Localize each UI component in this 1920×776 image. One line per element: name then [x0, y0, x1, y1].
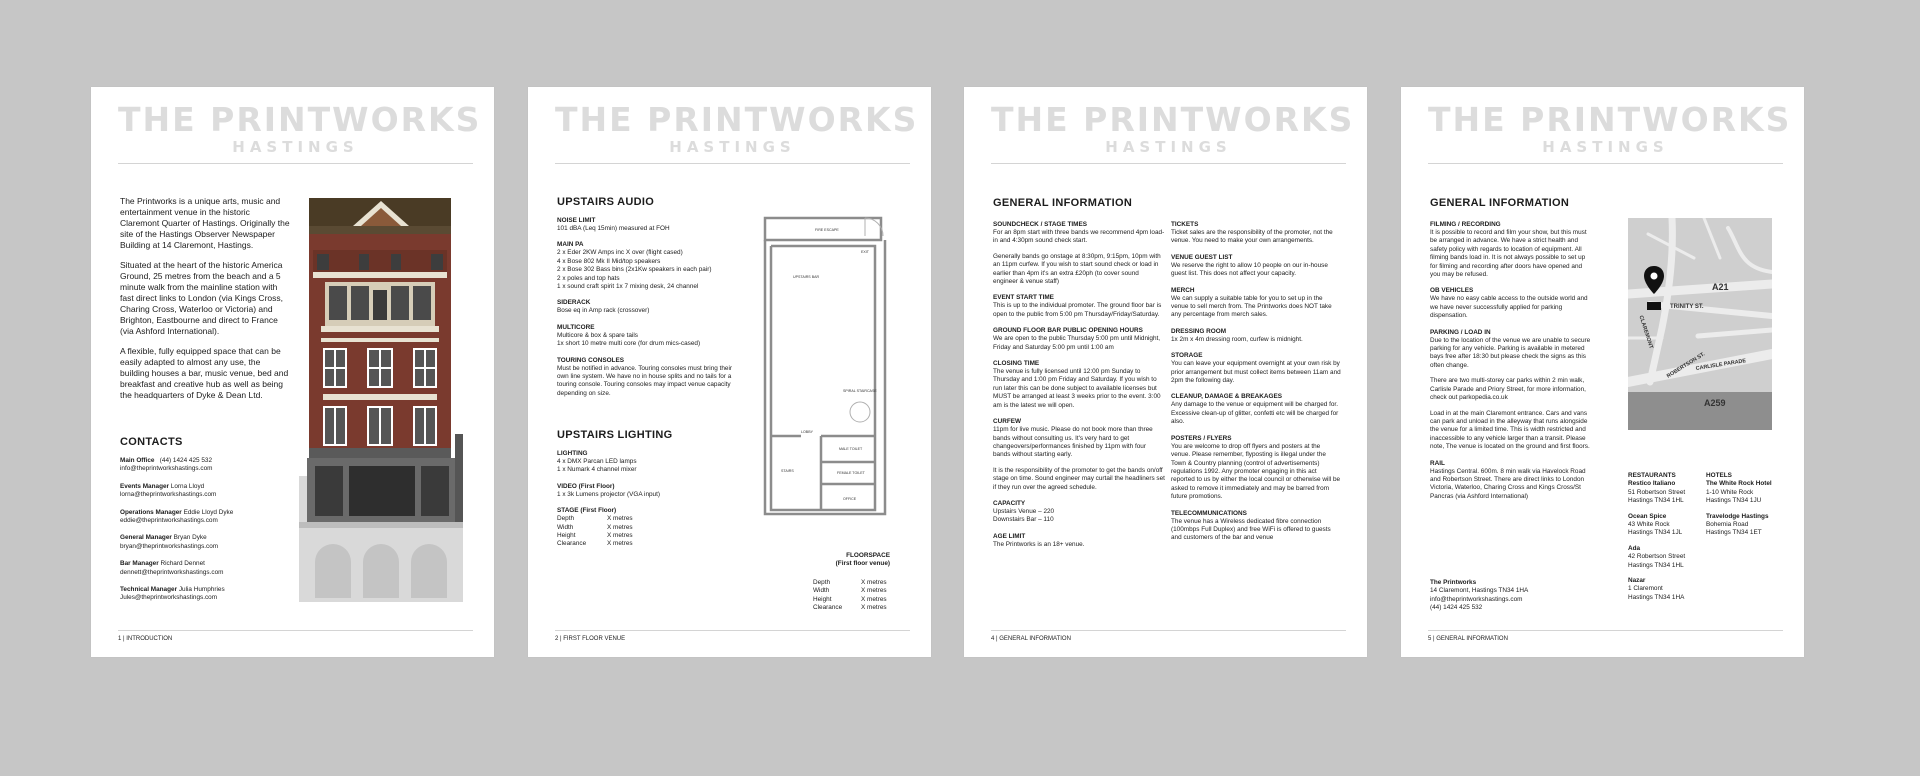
map-label-carlisle: CARLISLE PARADE	[1695, 358, 1747, 372]
contact-email[interactable]: bryan@theprintworkshastings.com	[120, 542, 219, 550]
info-block	[993, 359, 1165, 410]
masthead	[555, 100, 919, 156]
hotel-entry	[1706, 480, 1780, 505]
address-email[interactable]: info@theprintworkshastings.com	[1430, 595, 1523, 603]
top-divider	[555, 163, 910, 164]
contact-entry	[120, 560, 290, 577]
contacts-list	[120, 457, 290, 612]
info-text: You are welcome to drop off flyers and posters at the venue. Please remember, flyposting is illegal under the Town & Country planning (control of advertisements) regulations 1992. Any promoter engaging in this act reported to us by either the local council or otherwise will be asked to remove it immediately and may be barred from future promotions.	[1171, 442, 1341, 501]
hotel-address: Hastings TN34 1ET	[1706, 529, 1762, 537]
spec-line: 1 x Numark 4 channel mixer	[557, 466, 637, 474]
bottom-divider	[1428, 630, 1783, 631]
address-name: The Printworks	[1430, 579, 1477, 586]
floorspace-block	[750, 552, 890, 569]
info-block	[1171, 351, 1341, 385]
plan-label: SPIRAL STAIRCASE	[843, 389, 877, 393]
info-label: STORAGE	[1171, 352, 1203, 360]
restaurant-address: 51 Robertson Street	[1628, 488, 1686, 496]
floor-row	[813, 604, 903, 612]
info-label: CLOSING TIME	[993, 360, 1040, 368]
page-footer: 1 | INTRODUCTION	[118, 636, 173, 642]
stage-row	[557, 515, 732, 523]
masthead-title: THE PRINTWORKS	[555, 100, 919, 139]
info-column-left	[993, 213, 1165, 549]
plan-label: MALE TOILET	[839, 447, 863, 451]
spec-text: 101 dBA (Leq 15min) measured at FOH	[557, 225, 670, 232]
section-heading: GENERAL INFORMATION	[993, 197, 1133, 209]
masthead-subtitle: HASTINGS	[232, 138, 359, 156]
intro-text	[120, 196, 290, 410]
contact-name: Julia Humphries	[177, 586, 225, 594]
spec-line: 4 x Bose 802 Mk II Mid/top speakers	[557, 257, 661, 265]
row-label: Height	[813, 595, 832, 603]
page-footer: 4 | GENERAL INFORMATION	[991, 636, 1071, 642]
restaurant-name: Nazar	[1628, 577, 1646, 585]
stage-row	[557, 532, 732, 540]
contact-role: Main Office	[120, 457, 155, 464]
row-value: X metres	[861, 604, 887, 612]
spec-line: Multicore & box & spare tails	[557, 331, 638, 339]
plan-label: FIRE ESCAPE	[815, 228, 839, 232]
floor-row	[813, 587, 903, 595]
info-text: Load in at the main Claremont entrance. Cars and vans can park and unload in the alleyway that runs alongside the venue for a limited time. This is width restricted and inaccessible to any vehicle larger than a transit. Please note, The venue is located on the ground and first floors.	[1430, 409, 1590, 451]
bottom-divider	[118, 630, 473, 631]
address-line: 14 Claremont, Hastings TN34 1HA	[1430, 587, 1529, 595]
map-label-trinity: TRINITY ST.	[1670, 304, 1704, 310]
info-text: It is the responsibility of the promoter to get the bands on/off stage on time. Sound engineer may curtail the headliners set if they run over the agreed schedule.	[993, 466, 1165, 491]
info-block	[993, 293, 1165, 319]
restaurant-address: Hastings TN34 1JL	[1628, 529, 1683, 537]
spec-line: 2 x Bose 302 Bass bins (2x1Kw speakers in each pair)	[557, 266, 712, 274]
contact-entry	[120, 586, 290, 603]
spec-text: 1 x 3k Lumens projector (VGA input)	[557, 490, 661, 498]
contact-name: Lorna Lloyd	[169, 482, 205, 490]
spec-label: TOURING CONSOLES	[557, 356, 624, 364]
spec-line: 4 x DMX Parcan LED lamps	[557, 458, 637, 465]
contact-email[interactable]: info@theprintworkshastings.com	[120, 465, 213, 473]
info-block	[993, 499, 1165, 525]
bottom-divider	[991, 630, 1346, 631]
info-label: FILMING / RECORDING	[1430, 221, 1501, 228]
spec-label: STAGE (First Floor)	[557, 507, 617, 515]
restaurant-entry	[1628, 513, 1704, 538]
masthead-title: THE PRINTWORKS	[1428, 100, 1792, 139]
contact-entry	[120, 509, 290, 526]
info-label: AGE LIMIT	[993, 532, 1026, 540]
plan-label: FEMALE TOILET	[837, 471, 865, 475]
contact-entry	[120, 483, 290, 500]
hotels-heading: HOTELS	[1706, 472, 1732, 479]
venue-address	[1430, 579, 1600, 613]
info-text: You can leave your equipment overnight at your own risk by prior arrangement but must collect items between 11am and 2pm the following day.	[1171, 360, 1341, 385]
info-block	[1171, 509, 1341, 543]
hotel-name: Travelodge Hastings	[1706, 512, 1769, 520]
row-value: X metres	[607, 515, 633, 523]
info-column-right	[1171, 213, 1341, 543]
row-label: Clearance	[813, 604, 843, 612]
top-divider	[991, 163, 1346, 164]
info-label: TELECOMMUNICATIONS	[1171, 509, 1247, 517]
hotel-name: The White Rock Hotel	[1706, 480, 1772, 488]
plan-label: UPSTAIRS BAR	[793, 275, 820, 279]
masthead-subtitle: HASTINGS	[1105, 138, 1232, 156]
hotels-list	[1706, 472, 1780, 538]
contact-role: Technical Manager	[120, 586, 178, 594]
info-column	[1430, 213, 1592, 501]
restaurant-address: 1 Claremont	[1628, 585, 1663, 593]
row-value: X metres	[861, 595, 887, 603]
info-label: PARKING / LOAD IN	[1430, 328, 1491, 336]
row-label: Width	[557, 523, 574, 531]
spec-label: LIGHTING	[557, 450, 588, 457]
contact-email[interactable]: Jules@theprintworkshastings.com	[120, 594, 218, 602]
info-block	[1171, 434, 1341, 502]
info-text: For an 8pm start with three bands we recommend 4pm load-in and 4:30pm sound check start.	[993, 229, 1165, 245]
info-block	[993, 532, 1165, 549]
map-label-a21: A21	[1712, 282, 1729, 292]
location-map[interactable]	[1628, 218, 1772, 430]
spec-label: MULTICORE	[557, 323, 595, 331]
info-block	[993, 220, 1165, 246]
page-general-information-2	[1401, 87, 1804, 657]
info-label: GROUND FLOOR BAR PUBLIC OPENING HOURS	[993, 327, 1143, 335]
info-text: Due to the location of the venue we are unable to secure parking for any vehicle. Parking is available in metered bays free after 18:30 but please check the signs as this often change.	[1430, 336, 1591, 369]
floorspace-subtitle: (First floor venue)	[835, 560, 890, 568]
info-label: SOUNDCHECK / STAGE TIMES	[993, 221, 1087, 228]
hotel-address: Hastings TN34 1JU	[1706, 497, 1762, 505]
restaurant-address: Hastings TN34 1HL	[1628, 561, 1684, 569]
floorspace-table	[813, 579, 903, 613]
row-label: Depth	[813, 579, 831, 586]
floor-row	[813, 596, 903, 604]
info-text: It is possible to record and film your show, but this must be arranged in advance. We have a strict health and safety policy with regards to location of equipment. All filming bands load in. It is not always possible to set up for filming and recording after doors have opened and you may be refused.	[1430, 229, 1587, 279]
info-label: CURFEW	[993, 418, 1022, 426]
info-text: 11pm for live music. Please do not book more than three bands without consulting us. It's very hard to get changeovers/performances finished by 11pm with four bands without starting early.	[993, 426, 1153, 459]
floorspace-title: FLOORSPACE	[846, 552, 890, 559]
row-value: X metres	[861, 587, 887, 595]
spec-text: Must be notified in advance. Touring consoles must bring their own line system. We have no in house splits and no tails for a touring console. Touring consoles may impact venue capacity depending on size.	[557, 364, 733, 397]
contact-name: Bryan Dyke	[171, 534, 207, 542]
info-block	[1430, 220, 1592, 279]
info-block	[1430, 377, 1592, 402]
info-label: DRESSING ROOM	[1171, 327, 1227, 335]
restaurant-name: Restico Italiano	[1628, 480, 1676, 488]
plan-label: LOBBY	[801, 430, 813, 434]
masthead-subtitle: HASTINGS	[1542, 138, 1669, 156]
info-block	[993, 326, 1165, 352]
plan-label: OFFICE	[843, 497, 857, 501]
info-label: CAPACITY	[993, 499, 1026, 507]
row-value: X metres	[607, 523, 633, 531]
spec-text: Bose eq in Amp rack (crossover)	[557, 307, 650, 315]
info-label: RAIL	[1430, 459, 1445, 467]
restaurant-address: 42 Robertson Street	[1628, 553, 1686, 561]
contact-role: Bar Manager	[120, 560, 159, 568]
restaurant-entry	[1628, 480, 1704, 505]
audio-heading: UPSTAIRS AUDIO	[557, 196, 655, 208]
info-text: Upstairs Venue – 220 Downstairs Bar – 110	[993, 507, 1055, 524]
info-label: TICKETS	[1171, 221, 1199, 228]
info-label: MERCH	[1171, 286, 1195, 294]
contact-entry	[120, 457, 290, 474]
info-text: Any damage to the venue or equipment will be charged for. Excessive clean-up of glitter, confetti etc will be charged for also.	[1171, 401, 1339, 426]
info-block	[1171, 253, 1341, 279]
info-text: The venue is fully licensed until 12:00 pm Sunday to Thursday and 1:00 pm Friday and Saturday. If you wish to run later this can be done subject to available licenses but MUST be arranged at least 3 weeks prior to the event. 3:00 am is the latest we will open.	[993, 368, 1161, 409]
info-text: Ticket sales are the responsibility of the promoter, not the venue. You need to make your own arrangements.	[1171, 229, 1333, 245]
map-label-robertson: ROBERTSON ST.	[1665, 351, 1707, 380]
info-block	[1171, 327, 1341, 344]
info-text: This is up to the individual promoter. The ground floor bar is open to the public from 5:00 pm Thursday/Friday/Saturday.	[993, 302, 1162, 318]
row-value: X metres	[861, 579, 887, 586]
info-text: We can supply a suitable table for you to set up in the venue to sell merch from. The Printworks does NOT take any percentage from merch sales.	[1171, 294, 1332, 319]
lighting-heading: UPSTAIRS LIGHTING	[557, 429, 673, 441]
info-label: CLEANUP, DAMAGE & BREAKAGES	[1171, 393, 1283, 401]
spec-line: 1 x sound craft spirit 1x 7 mixing desk, 24 channel	[557, 283, 699, 291]
restaurant-address: 43 White Rock	[1628, 521, 1670, 529]
contact-email[interactable]: eddie@theprintworkshastings.com	[120, 517, 218, 525]
contact-entry	[120, 534, 290, 551]
row-value: X metres	[607, 532, 633, 540]
floor-row	[813, 579, 903, 587]
contact-role: General Manager	[120, 534, 172, 542]
intro-paragraph: The Printworks is a unique arts, music and entertainment venue in the historic Claremont Quarter of Hastings. Originally the site of the Hastings Observer Newspaper Building at 14 Claremont, Hastings.	[120, 196, 290, 250]
info-text: We have no easy cable access to the outside world and we have never successfully applied for parking dispensation.	[1430, 295, 1588, 320]
contacts-heading: CONTACTS	[120, 436, 183, 448]
info-label: VENUE GUEST LIST	[1171, 253, 1233, 261]
info-text: The venue has a Wireless dedicated fibre connection (100mbps Full Duplex) and free WiFi is offered to guests and customers of the bar and venue	[1171, 517, 1331, 542]
restaurant-entry	[1628, 577, 1704, 602]
stage-row	[557, 540, 732, 548]
address-phone[interactable]: (44) 1424 425 532	[1430, 604, 1483, 612]
info-text: Hastings Central. 600m. 8 min walk via Havelock Road and Robertson Street. There are direct links to London Victoria, Waterloo, Charing Cross and Kings Cross/St Pancras (via Ashford International)	[1430, 467, 1586, 500]
top-divider	[118, 163, 473, 164]
restaurant-entry	[1628, 545, 1704, 570]
spec-line: 2 x Eder 2KW Amps inc X over (flight cased)	[557, 249, 683, 257]
info-text: The Printworks is an 18+ venue.	[993, 540, 1085, 548]
info-block	[1430, 328, 1592, 371]
info-block	[1171, 286, 1341, 320]
building-illustration	[299, 198, 463, 602]
masthead-title: THE PRINTWORKS	[991, 100, 1355, 139]
contact-email[interactable]: dennett@theprintworkshastings.com	[120, 568, 224, 576]
info-block	[993, 467, 1165, 492]
info-text: 1x 2m x 4m dressing room, curfew is midnight.	[1171, 335, 1303, 343]
top-divider	[1428, 163, 1783, 164]
row-label: Clearance	[557, 540, 587, 548]
info-text: There are two multi-storey car parks within 2 min walk, Carlisle Parade and Priory Street, for more information, check out parkopedia.co.uk	[1430, 377, 1586, 402]
masthead-subtitle: HASTINGS	[669, 138, 796, 156]
contact-role: Operations Manager	[120, 508, 182, 516]
info-label: OB VEHICLES	[1430, 287, 1474, 295]
spec-label: SIDERACK	[557, 299, 591, 307]
info-block	[1171, 392, 1341, 426]
section-heading: GENERAL INFORMATION	[1430, 197, 1570, 209]
masthead	[118, 100, 482, 156]
hotel-entry	[1706, 513, 1780, 538]
intro-paragraph: Situated at the heart of the historic America Ground, 25 metres from the beach and a 5 minute walk from the mainline station with fast direct links to London (via Kings Cross, Charing Cross, Waterloo or Victoria) and Brighton, Eastbourne and direct to France (via Ashford International).	[120, 260, 283, 336]
contact-name: Eddie Lloyd Dyke	[181, 508, 234, 516]
page-footer: 5 | GENERAL INFORMATION	[1428, 636, 1508, 642]
spec-line: 2 x poles and top hats	[557, 274, 620, 282]
restaurant-name: Ada	[1628, 544, 1641, 552]
intro-paragraph: A flexible, fully equipped space that can be easily adapted to almost any use, the building houses a bar, music venue, bed and breakfast and creative hub as well as being the headquarters of Dyke & Dean Ltd.	[120, 346, 289, 400]
page-footer: 2 | FIRST FLOOR VENUE	[555, 636, 626, 642]
restaurants-list	[1628, 472, 1704, 602]
floor-plan	[761, 214, 891, 530]
page-first-floor-venue	[528, 87, 931, 657]
info-block	[993, 417, 1165, 460]
masthead	[1428, 100, 1792, 156]
page-introduction	[91, 87, 494, 657]
info-block	[1171, 220, 1341, 246]
contact-role: Events Manager	[120, 482, 170, 490]
row-label: Height	[557, 532, 576, 540]
contact-email[interactable]: lorna@theprintworkshastings.com	[120, 491, 217, 499]
info-label: POSTERS / FLYERS	[1171, 434, 1232, 442]
spec-label: VIDEO (First Floor)	[557, 482, 615, 490]
restaurants-heading: RESTAURANTS	[1628, 472, 1676, 479]
spec-line: 1x short 10 metre multi core (for drum mics-cased)	[557, 340, 701, 348]
info-block	[993, 253, 1165, 287]
stage-row	[557, 524, 732, 532]
contact-name: Richard Dennet	[158, 560, 205, 568]
row-label: Width	[813, 587, 830, 595]
restaurant-name: Ocean Spice	[1628, 512, 1667, 520]
map-label-claremont: CLAREMONT	[1637, 314, 1654, 350]
lighting-specs	[557, 442, 732, 549]
info-block	[1430, 410, 1592, 452]
bottom-divider	[555, 630, 910, 631]
plan-label: EXIT	[861, 250, 869, 254]
info-text: Generally bands go onstage at 8:30pm, 9:15pm, 10pm with an 11pm curfew. If you wish to start sound check or load in earlier than 4pm it's an extra £20ph (to cover sound engineer & venue staff)	[993, 252, 1161, 286]
info-text: We are open to the public Thursday 5:00 pm until Midnight, Friday and Saturday 5:00 pm until 1:00 am	[993, 335, 1161, 351]
plan-label: STAIRS	[781, 469, 794, 473]
row-value: X metres	[607, 540, 633, 548]
info-block	[1430, 459, 1592, 502]
page-general-information	[964, 87, 1367, 657]
contact-name: (44) 1424 425 532	[154, 457, 213, 464]
masthead-title: THE PRINTWORKS	[118, 100, 482, 139]
info-text: We reserve the right to allow 10 people on our in-house guest list. This does not affect your capacity.	[1171, 261, 1328, 278]
map-label-a259: A259	[1704, 398, 1726, 408]
spec-label: NOISE LIMIT	[557, 217, 596, 224]
masthead	[991, 100, 1355, 156]
audio-specs	[557, 209, 732, 398]
row-label: Depth	[557, 515, 575, 523]
spec-label: MAIN PA	[557, 241, 584, 249]
restaurant-address: Hastings TN34 1HA	[1628, 593, 1685, 601]
info-block	[1430, 286, 1592, 320]
hotel-address: Bohemia Road	[1706, 521, 1749, 529]
restaurant-address: Hastings TN34 1HL	[1628, 497, 1684, 505]
hotel-address: 1-10 White Rock	[1706, 488, 1754, 496]
info-label: EVENT START TIME	[993, 294, 1054, 302]
